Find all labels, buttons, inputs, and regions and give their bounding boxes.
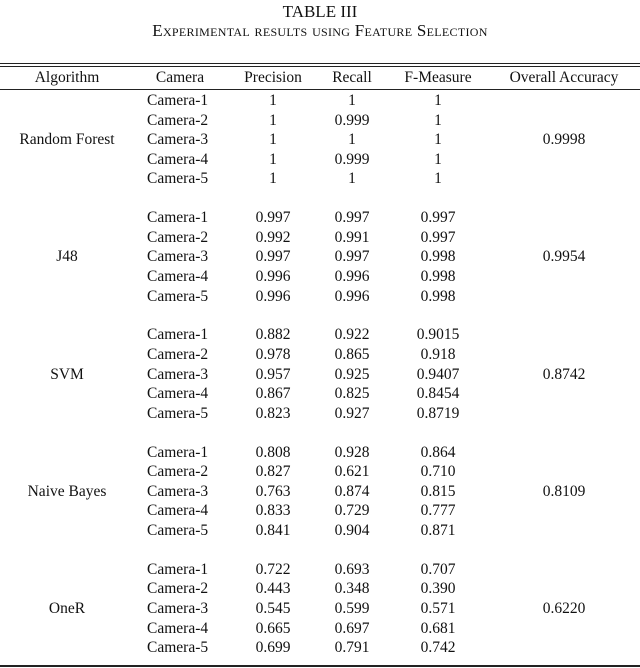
column-header: Overall Accuracy bbox=[509, 69, 619, 86]
recall-cell: 0.825 bbox=[334, 385, 370, 403]
recall-cell: 0.928 bbox=[334, 443, 370, 461]
recall-cell: 0.348 bbox=[334, 580, 370, 598]
column-header: Recall bbox=[332, 69, 372, 86]
f-measure-cell: 0.8454 bbox=[416, 385, 460, 403]
table-number: TABLE III bbox=[282, 2, 358, 21]
camera-cell: Camera-3 bbox=[147, 365, 209, 383]
overall-accuracy: 0.6220 bbox=[542, 600, 586, 617]
camera-cell: Camera-1 bbox=[147, 209, 209, 227]
f-measure-cell: 1 bbox=[434, 170, 442, 188]
f-measure-cell: 0.997 bbox=[420, 209, 456, 227]
recall-cell: 0.996 bbox=[334, 287, 370, 305]
bottom-rule bbox=[0, 665, 640, 667]
precision-cell: 0.763 bbox=[255, 482, 291, 500]
f-measure-cell: 0.8719 bbox=[416, 404, 460, 422]
header-rule bbox=[0, 89, 640, 90]
f-measure-cell: 0.997 bbox=[420, 228, 456, 246]
precision-cell: 1 bbox=[269, 150, 277, 168]
recall-cell: 0.925 bbox=[334, 365, 370, 383]
f-measure-cell: 0.707 bbox=[420, 560, 456, 578]
f-measure-cell: 0.710 bbox=[420, 463, 456, 481]
recall-cell: 0.621 bbox=[334, 463, 370, 481]
camera-cell: Camera-1 bbox=[147, 326, 209, 344]
camera-cell: Camera-5 bbox=[147, 404, 209, 422]
camera-cell: Camera-3 bbox=[147, 600, 209, 617]
f-measure-cell: 0.918 bbox=[420, 346, 456, 363]
camera-cell: Camera-3 bbox=[147, 248, 209, 266]
camera-cell: Camera-4 bbox=[147, 268, 209, 285]
f-measure-cell: 0.390 bbox=[420, 580, 456, 598]
precision-cell: 1 bbox=[269, 131, 277, 149]
camera-cell: Camera-3 bbox=[147, 131, 209, 149]
f-measure-cell: 0.9015 bbox=[416, 326, 460, 344]
algorithm-name: Random Forest bbox=[19, 131, 115, 149]
f-measure-cell: 0.742 bbox=[420, 639, 456, 657]
f-measure-cell: 0.815 bbox=[420, 482, 456, 500]
f-measure-cell: 0.681 bbox=[420, 619, 456, 637]
recall-cell: 0.791 bbox=[334, 639, 370, 657]
f-measure-cell: 0.777 bbox=[420, 502, 456, 520]
precision-cell: 1 bbox=[269, 111, 277, 129]
precision-cell: 0.833 bbox=[255, 502, 291, 520]
precision-cell: 0.997 bbox=[255, 209, 291, 227]
recall-cell: 1 bbox=[348, 170, 356, 188]
column-header: F-Measure bbox=[404, 69, 472, 86]
f-measure-cell: 0.998 bbox=[420, 248, 456, 266]
f-measure-cell: 1 bbox=[434, 92, 442, 109]
precision-cell: 0.823 bbox=[255, 404, 291, 422]
camera-cell: Camera-4 bbox=[147, 619, 209, 637]
recall-cell: 0.729 bbox=[334, 502, 370, 520]
precision-cell: 0.992 bbox=[255, 228, 291, 246]
overall-accuracy: 0.8742 bbox=[542, 365, 586, 383]
precision-cell: 1 bbox=[269, 92, 277, 109]
camera-cell: Camera-5 bbox=[147, 170, 209, 188]
precision-cell: 0.699 bbox=[255, 639, 291, 657]
camera-cell: Camera-5 bbox=[147, 639, 209, 657]
camera-cell: Camera-2 bbox=[147, 111, 209, 129]
table-title: Experimental results using Feature Selection bbox=[152, 21, 488, 40]
camera-cell: Camera-4 bbox=[147, 502, 209, 520]
precision-cell: 0.545 bbox=[255, 600, 291, 617]
column-header: Algorithm bbox=[34, 69, 100, 86]
column-header: Camera bbox=[155, 69, 205, 86]
camera-cell: Camera-2 bbox=[147, 228, 209, 246]
recall-cell: 0.874 bbox=[334, 482, 370, 500]
camera-cell: Camera-2 bbox=[147, 346, 209, 363]
recall-cell: 0.999 bbox=[334, 111, 370, 129]
precision-cell: 0.827 bbox=[255, 463, 291, 481]
overall-accuracy: 0.9954 bbox=[542, 248, 586, 266]
camera-cell: Camera-1 bbox=[147, 92, 209, 109]
camera-cell: Camera-1 bbox=[147, 443, 209, 461]
algorithm-name: Naive Bayes bbox=[27, 482, 107, 500]
camera-cell: Camera-2 bbox=[147, 463, 209, 481]
overall-accuracy: 0.8109 bbox=[542, 482, 586, 500]
precision-cell: 0.841 bbox=[255, 522, 291, 539]
top-rule bbox=[0, 63, 640, 64]
recall-cell: 1 bbox=[348, 131, 356, 149]
recall-cell: 0.927 bbox=[334, 404, 370, 422]
f-measure-cell: 0.871 bbox=[420, 522, 456, 539]
algorithm-name: J48 bbox=[56, 248, 78, 266]
precision-cell: 0.997 bbox=[255, 248, 291, 266]
precision-cell: 0.957 bbox=[255, 365, 291, 383]
recall-cell: 0.865 bbox=[334, 346, 370, 363]
recall-cell: 0.697 bbox=[334, 619, 370, 637]
precision-cell: 0.443 bbox=[255, 580, 291, 598]
f-measure-cell: 0.998 bbox=[420, 268, 456, 285]
precision-cell: 0.882 bbox=[255, 326, 291, 344]
camera-cell: Camera-4 bbox=[147, 385, 209, 403]
recall-cell: 0.997 bbox=[334, 209, 370, 227]
algorithm-name: SVM bbox=[50, 365, 84, 383]
precision-cell: 0.996 bbox=[255, 287, 291, 305]
precision-cell: 0.978 bbox=[255, 346, 291, 363]
recall-cell: 0.904 bbox=[334, 522, 370, 539]
f-measure-cell: 0.998 bbox=[420, 287, 456, 305]
f-measure-cell: 1 bbox=[434, 111, 442, 129]
precision-cell: 0.996 bbox=[255, 268, 291, 285]
recall-cell: 0.996 bbox=[334, 268, 370, 285]
recall-cell: 0.922 bbox=[334, 326, 370, 344]
recall-cell: 0.997 bbox=[334, 248, 370, 266]
precision-cell: 0.867 bbox=[255, 385, 291, 403]
camera-cell: Camera-3 bbox=[147, 482, 209, 500]
f-measure-cell: 0.864 bbox=[420, 443, 456, 461]
precision-cell: 0.722 bbox=[255, 560, 291, 578]
camera-cell: Camera-2 bbox=[147, 580, 209, 598]
recall-cell: 0.991 bbox=[334, 228, 370, 246]
camera-cell: Camera-5 bbox=[147, 287, 209, 305]
f-measure-cell: 1 bbox=[434, 150, 442, 168]
column-header: Precision bbox=[244, 69, 302, 86]
recall-cell: 0.599 bbox=[334, 600, 370, 617]
recall-cell: 0.693 bbox=[334, 560, 370, 578]
precision-cell: 0.808 bbox=[255, 443, 291, 461]
camera-cell: Camera-5 bbox=[147, 522, 209, 539]
overall-accuracy: 0.9998 bbox=[542, 131, 586, 149]
recall-cell: 0.999 bbox=[334, 150, 370, 168]
f-measure-cell: 0.571 bbox=[420, 600, 456, 617]
precision-cell: 1 bbox=[269, 170, 277, 188]
precision-cell: 0.665 bbox=[255, 619, 291, 637]
recall-cell: 1 bbox=[348, 92, 356, 109]
algorithm-name: OneR bbox=[48, 600, 86, 617]
f-measure-cell: 1 bbox=[434, 131, 442, 149]
camera-cell: Camera-4 bbox=[147, 150, 209, 168]
top-rule-inner bbox=[0, 66, 640, 67]
f-measure-cell: 0.9407 bbox=[416, 365, 460, 383]
camera-cell: Camera-1 bbox=[147, 560, 209, 578]
